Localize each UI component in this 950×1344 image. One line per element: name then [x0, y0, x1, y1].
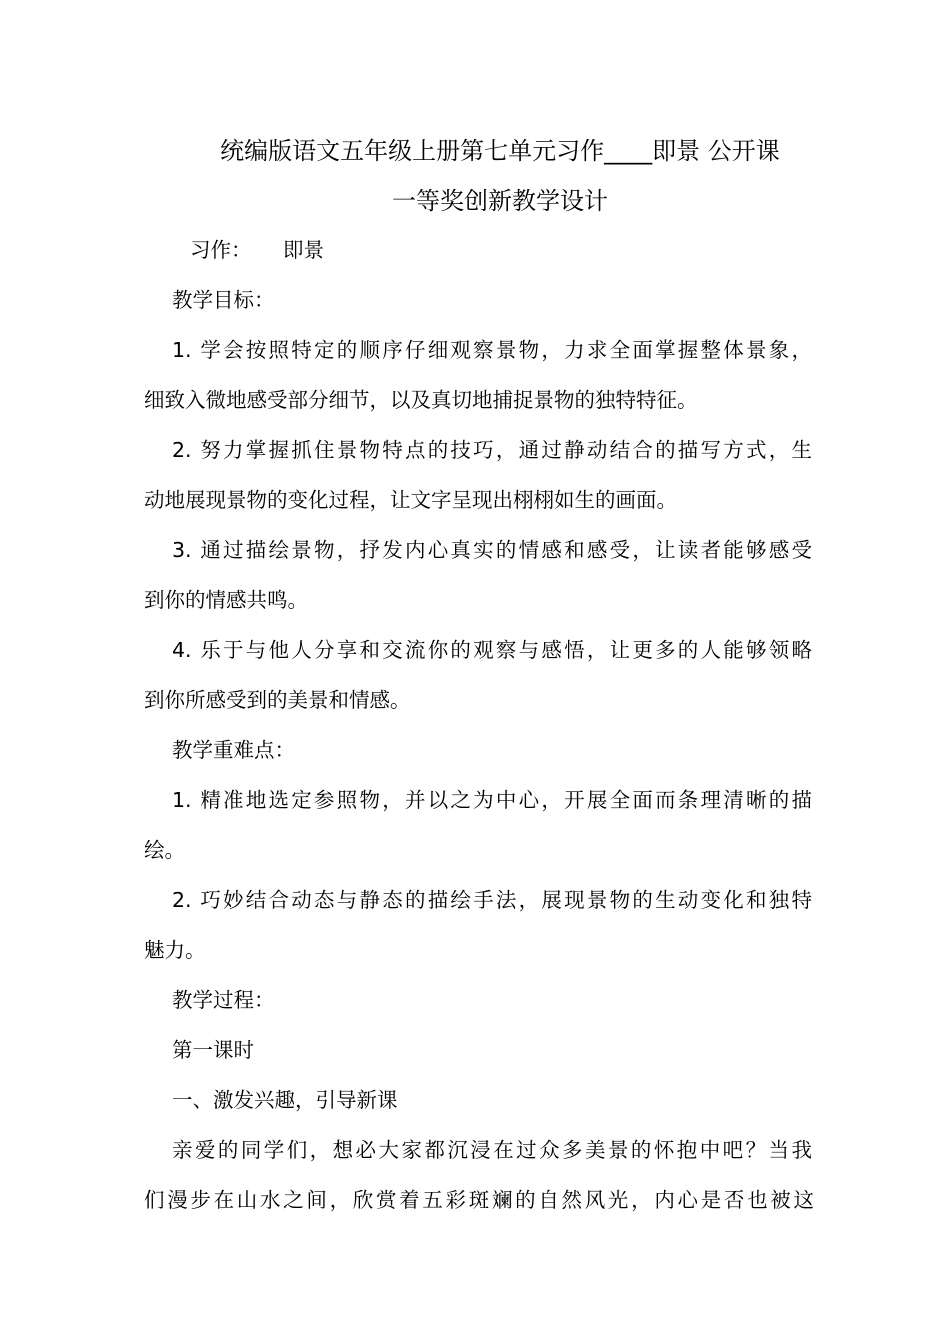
goal-2-line-2: 动地展现景物的变化过程，让文字呈现出栩栩如生的画面。 — [144, 488, 677, 512]
goals-heading: 教学目标： — [172, 288, 275, 312]
subtitle-label: 习作： — [190, 238, 252, 262]
goal-2-line-1: 2. 努力掌握抓住景物特点的技巧，通过静动结合的描写方式，生 — [172, 438, 812, 462]
goal-4-line-1: 4. 乐于与他人分享和交流你的观察与感悟，让更多的人能够领略 — [172, 638, 812, 662]
title-line-1: 统编版语文五年级上册第七单元习作____即景 公开课 — [220, 137, 780, 165]
goal-3-line-2: 到你的情感共鸣。 — [144, 588, 308, 612]
key-point-2-line-2: 魅力。 — [144, 938, 206, 962]
key-points-heading: 教学重难点： — [172, 738, 295, 762]
subtitle-value: 即景 — [283, 238, 324, 262]
process-heading: 教学过程： — [172, 988, 275, 1012]
key-point-1-line-1: 1. 精准地选定参照物，并以之为中心，开展全面而条理清晰的描 — [172, 788, 812, 812]
goal-1-line-1: 1. 学会按照特定的顺序仔细观察景物，力求全面掌握整体景象， — [172, 338, 812, 362]
section-1-heading: 一、激发兴趣，引导新课 — [172, 1088, 398, 1112]
goal-1-line-2: 细致入微地感受部分细节，以及真切地捕捉景物的独特特征。 — [144, 388, 698, 412]
title-line-2: 一等奖创新教学设计 — [392, 187, 608, 215]
goal-4-line-2: 到你所感受到的美景和情感。 — [144, 688, 411, 712]
key-point-1-line-2: 绘。 — [144, 838, 185, 862]
paragraph-1-line-2: 们漫步在山水之间，欣赏着五彩斑斓的自然风光，内心是否也被这 — [144, 1188, 814, 1212]
paragraph-1-line-1: 亲爱的同学们，想必大家都沉浸在过众多美景的怀抱中吧？当我 — [172, 1138, 812, 1162]
lesson-label: 第一课时 — [172, 1038, 254, 1062]
key-point-2-line-1: 2. 巧妙结合动态与静态的描绘手法，展现景物的生动变化和独特 — [172, 888, 812, 912]
goal-3-line-1: 3. 通过描绘景物，抒发内心真实的情感和感受，让读者能够感受 — [172, 538, 812, 562]
